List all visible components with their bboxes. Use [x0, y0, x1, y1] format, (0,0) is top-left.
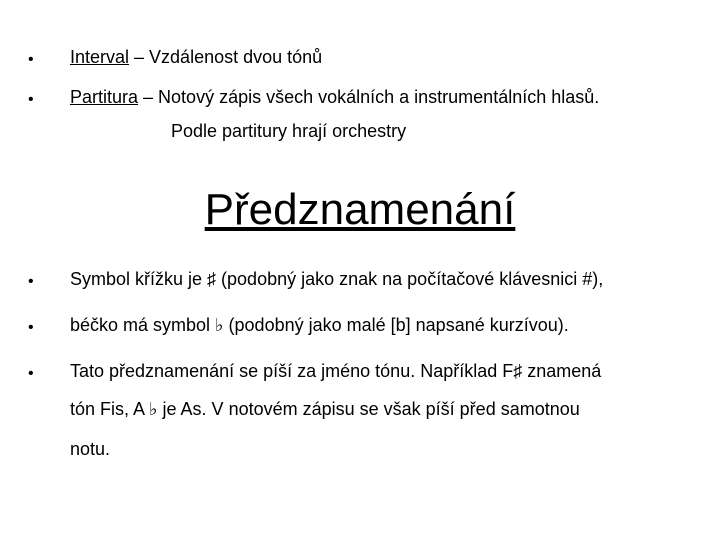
term-partitura: Partitura — [70, 87, 139, 107]
bullet-sharp-symbol: Symbol křížku je ♯ (podobný jako znak na počítačové klávesnici #), — [70, 269, 604, 289]
definition-interval — [70, 48, 322, 66]
section-heading: Předznamenání — [204, 185, 516, 234]
bullet-marker: • — [28, 365, 34, 382]
definition-partitura-text: – Notový zápis všech vokálních a instrumentálních hlasů. — [138, 87, 600, 107]
bullet-marker: • — [28, 51, 34, 68]
bullet-accidental-usage-line1: Tato předznamenání se píší za jméno tónu. Například F♯ znamená — [70, 361, 602, 381]
bullet-accidental-usage-line2: tón Fis, A ♭ je As. V notovém zápisu se však píší před samotnou — [70, 399, 580, 419]
bullet-marker: • — [28, 91, 34, 108]
term-interval: Interval — [70, 47, 130, 67]
bullet-marker: • — [28, 319, 34, 336]
definition-partitura-continuation: Podle partitury hrají orchestry — [171, 121, 407, 141]
definition-partitura — [70, 88, 599, 106]
bullet-accidental-usage-line3: notu. — [70, 439, 111, 459]
bullet-marker: • — [28, 273, 34, 290]
definition-interval-text: – Vzdálenost dvou tónů — [129, 47, 323, 67]
bullet-flat-symbol: béčko má symbol ♭ (podobný jako malé [b] napsané kurzívou). — [70, 315, 569, 335]
